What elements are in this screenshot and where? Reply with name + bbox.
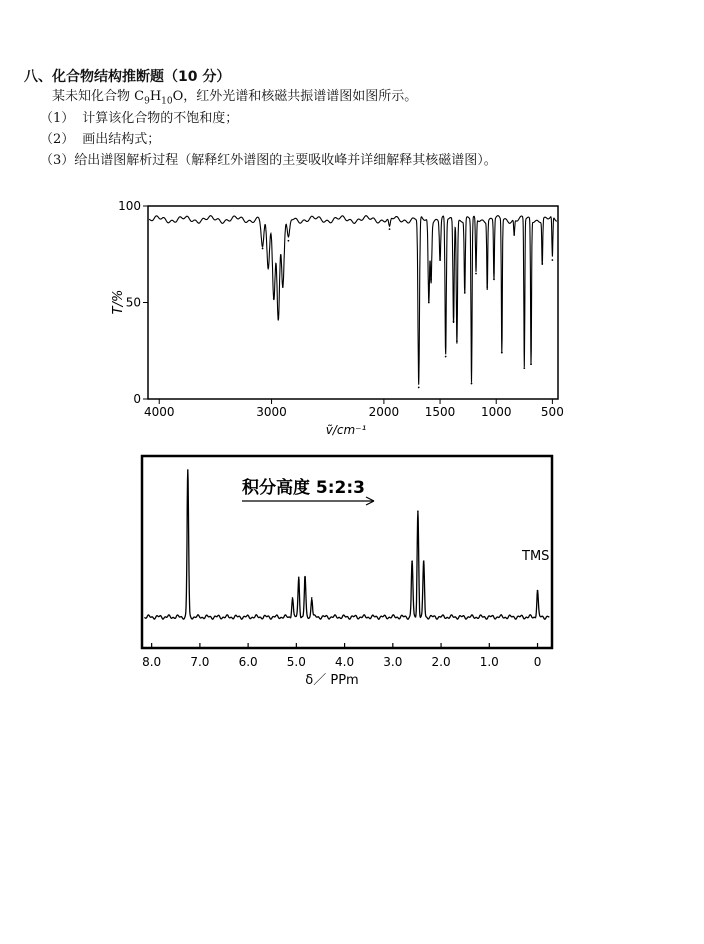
sub-question-number: （3） [40, 153, 75, 168]
nmr-spectrum [132, 448, 562, 693]
ir-band-point [277, 317, 279, 319]
intro-prefix: 某未知化合物 C [52, 89, 145, 104]
sub-question-1 [40, 110, 238, 128]
ir-band-point [430, 278, 432, 280]
nmr-peak-apex [411, 560, 413, 562]
sub-question-2 [40, 131, 160, 149]
nmr-x-tick-label: 3.0 [383, 655, 403, 669]
ir-band-point [439, 259, 441, 261]
ir-band-point [530, 363, 532, 365]
ir-y-axis-label: T/% [111, 289, 126, 315]
tms-label: TMS [522, 549, 550, 564]
nmr-x-tick-label: 0 [533, 655, 542, 669]
ir-y-tick-label: 50 [125, 295, 141, 310]
sub-question-number: （2） [40, 132, 75, 147]
nmr-peak-apex [298, 577, 300, 579]
question-title: 八、化合物结构推断题（10 分） [24, 69, 231, 85]
formula-oxygen: O [172, 89, 184, 104]
integration-annotation: 积分高度 5:2:3 [242, 478, 366, 498]
ir-plot-frame [148, 206, 558, 399]
ir-absorption-bands [262, 228, 554, 388]
ir-transmittance-curve [149, 216, 557, 385]
ir-band-point [282, 286, 284, 288]
ir-band-point [428, 302, 430, 304]
ir-x-axis-label: ṽ/cm⁻¹ [325, 423, 367, 436]
ir-x-axis [144, 399, 564, 419]
ir-band-point [267, 267, 269, 269]
ir-band-point [471, 383, 473, 385]
ir-band-point [389, 228, 391, 230]
ir-band-point [262, 248, 264, 250]
nmr-peak-apex [537, 590, 539, 592]
formula-hydrogen-count: 10 [161, 96, 173, 107]
ir-band-point [418, 387, 420, 389]
nmr-peak-apex [292, 597, 294, 599]
nmr-x-tick-label: 1.0 [479, 655, 499, 669]
ir-band-point [486, 286, 488, 288]
ir-x-tick-label: 1500 [424, 405, 456, 419]
nmr-peak-apex [311, 597, 313, 599]
intro-suffix: ，红外光谱和核磁共振谱谱图如图所示。 [183, 89, 418, 104]
sub-question-text: 计算该化合物的不饱和度； [82, 111, 239, 126]
ir-band-point [541, 263, 543, 265]
ir-band-point [523, 367, 525, 369]
ir-band-point [273, 298, 275, 300]
sub-question-3 [40, 152, 497, 170]
ir-band-point [513, 234, 515, 236]
nmr-x-tick-label: 4.0 [335, 655, 355, 669]
nmr-x-tick-label: 2.0 [431, 655, 451, 669]
ir-band-point [453, 321, 455, 323]
nmr-x-tick-label: 8.0 [142, 655, 162, 669]
ir-y-tick-label: 100 [118, 199, 141, 213]
ir-x-tick-label: 4000 [143, 405, 175, 419]
ir-band-point [445, 356, 447, 358]
ir-y-tick-label: 0 [133, 392, 141, 406]
ir-x-tick-label: 3000 [256, 405, 287, 419]
ir-x-tick-label: 500 [540, 405, 564, 419]
sub-question-number: （1） [40, 111, 75, 126]
ir-band-point [493, 278, 495, 280]
ir-band-point [288, 240, 290, 242]
ir-band-point [475, 273, 477, 275]
ir-band-point [456, 340, 458, 342]
nmr-peak-apex [187, 469, 189, 471]
ir-band-point [551, 259, 553, 261]
nmr-peak-apex [423, 560, 425, 562]
nmr-x-tick-label: 6.0 [238, 655, 258, 669]
ir-x-tick-label: 2000 [368, 405, 400, 419]
ir-spectrum [106, 196, 566, 436]
nmr-x-tick-label: 5.0 [286, 655, 306, 669]
nmr-x-tick-label: 7.0 [190, 655, 210, 669]
ir-band-point [501, 352, 503, 354]
ir-x-tick-label: 1000 [480, 405, 512, 419]
nmr-peak-apex [417, 510, 419, 512]
sub-question-text: 画出结构式； [82, 132, 161, 147]
sub-question-text: 给出谱图解析过程（解释红外谱图的主要吸收峰并详细解释其核磁谱图）。 [74, 153, 497, 168]
nmr-peak-apex [304, 577, 306, 579]
question-intro [52, 88, 417, 111]
formula-carbon-count: 9 [144, 96, 150, 107]
ir-band-point [464, 292, 466, 294]
nmr-x-axis-label: δ／ PPm [305, 673, 359, 688]
formula-hydrogen: H [149, 89, 162, 104]
